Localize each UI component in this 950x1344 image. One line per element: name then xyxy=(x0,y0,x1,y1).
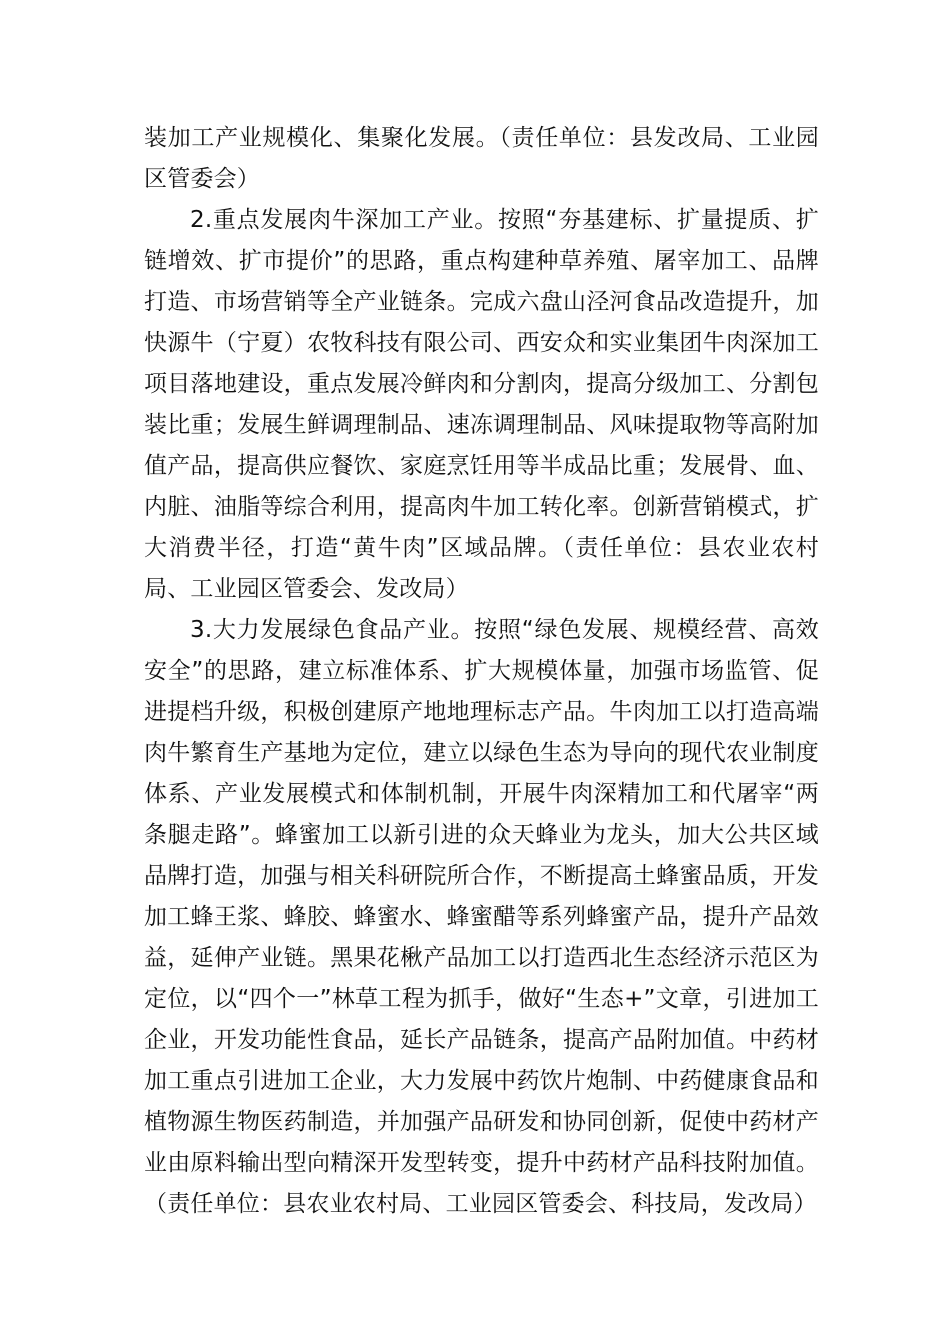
document-body xyxy=(144,118,819,1225)
paragraph-beef-processing: 2.重点发展肉牛深加工产业。按照“夯基建标、扩量提质、扩链增效、扩市提价”的思路，重点构建种草养殖、屠宰加工、品牌打造、市场营销等全产业链条。完成六盘山泾河食品改造提升，加快源牛（宁夏）农牧科技有限公司、西安众和实业集团牛肉深加工项目落地建设，重点发展冷鲜肉和分割肉，提高分级加工、分割包装比重；发展生鲜调理制品、速冻调理制品、风味提取物等高附加值产品，提高供应餐饮、家庭烹饪用等半成品比重；发展骨、血、内脏、油脂等综合利用，提高肉牛加工转化率。创新营销模式，扩大消费半径，打造“黄牛肉”区域品牌。（责任单位：县农业农村局、工业园区管委会、发改局） xyxy=(144,207,819,602)
paragraph-continuation: 装加工产业规模化、集聚化发展。（责任单位：县发改局、工业园区管委会） xyxy=(144,125,819,192)
paragraph-green-food: 3.大力发展绿色食品产业。按照“绿色发展、规模经营、高效安全”的思路，建立标准体系、扩大规模体量，加强市场监管、促进提档升级，积极创建原产地地理标志产品。牛肉加工以打造高端肉牛繁育生产基地为定位，建立以绿色生态为导向的现代农业制度体系、产业发展模式和体制机制，开展牛肉深精加工和代屠宰“两条腿走路”。蜂蜜加工以新引进的众天蜂业为龙头，加大公共区域品牌打造，加强与相关科研院所合作，不断提高土蜂蜜品质，开发加工蜂王浆、蜂胶、蜂蜜水、蜂蜜醋等系列蜂蜜产品，提升产品效益，延伸产业链。黑果花楸产品加工以打造西北生态经济示范区为定位，以“四个一”林草工程为抓手，做好“生态+”文章，引进加工企业，开发功能性食品，延长产品链条，提高产品附加值。中药材加工重点引进加工企业，大力发展中药饮片炮制、中药健康食品和植物源生物医药制造，并加强产品研发和协同创新，促使中药材产业由原料输出型向精深开发型转变，提升中药材产品科技附加值。（责任单位：县农业农村局、工业园区管委会、科技局，发改局） xyxy=(144,617,819,1217)
